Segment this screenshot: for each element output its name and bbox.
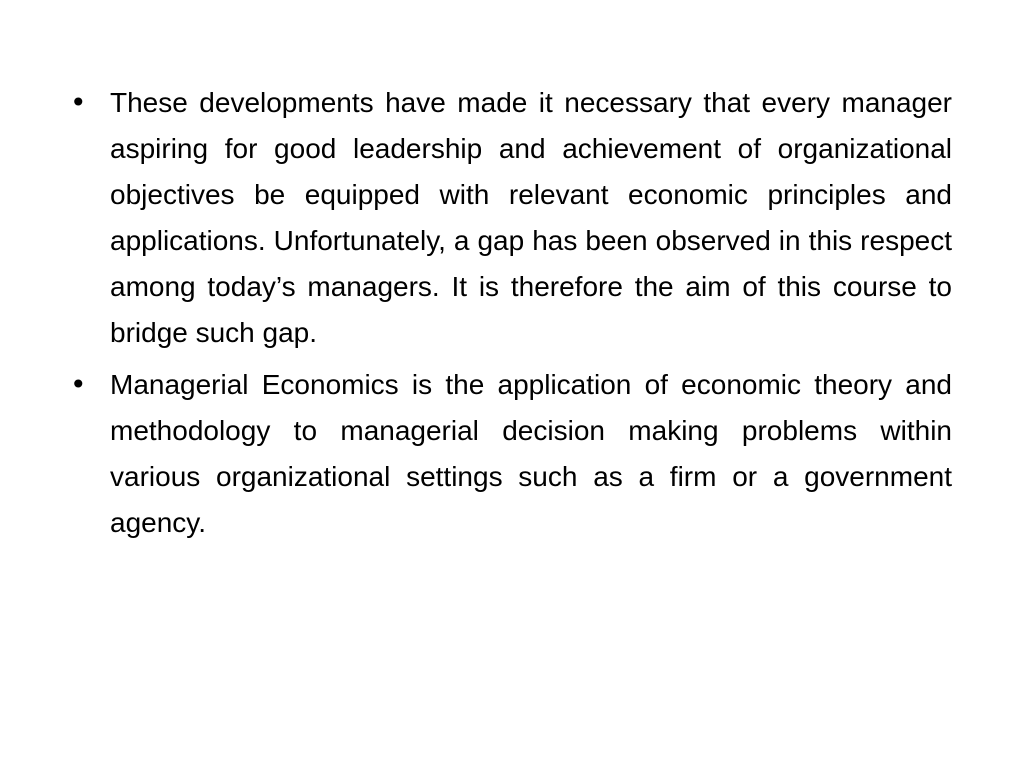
bullet-marker-icon: • bbox=[70, 86, 87, 119]
bullet-item-1 bbox=[70, 80, 952, 356]
bullet-text-1: These developments have made it necessary that every manager aspiring for good leadership and achievement of organizational objectives be equipped with relevant economic principles and applications. Unfortunately, a gap has been observed in this respect among today’s managers. It is therefore the aim of this course to bridge such gap. bbox=[110, 87, 952, 348]
bullet-item-2 bbox=[70, 362, 952, 546]
bullet-marker-icon: • bbox=[70, 368, 87, 401]
bullet-text-2: Managerial Economics is the application of economic theory and methodology to managerial decision making problems within various organizational settings such as a firm or a government agency. bbox=[110, 369, 952, 538]
bullet-list bbox=[70, 80, 952, 546]
slide-body bbox=[70, 80, 952, 552]
